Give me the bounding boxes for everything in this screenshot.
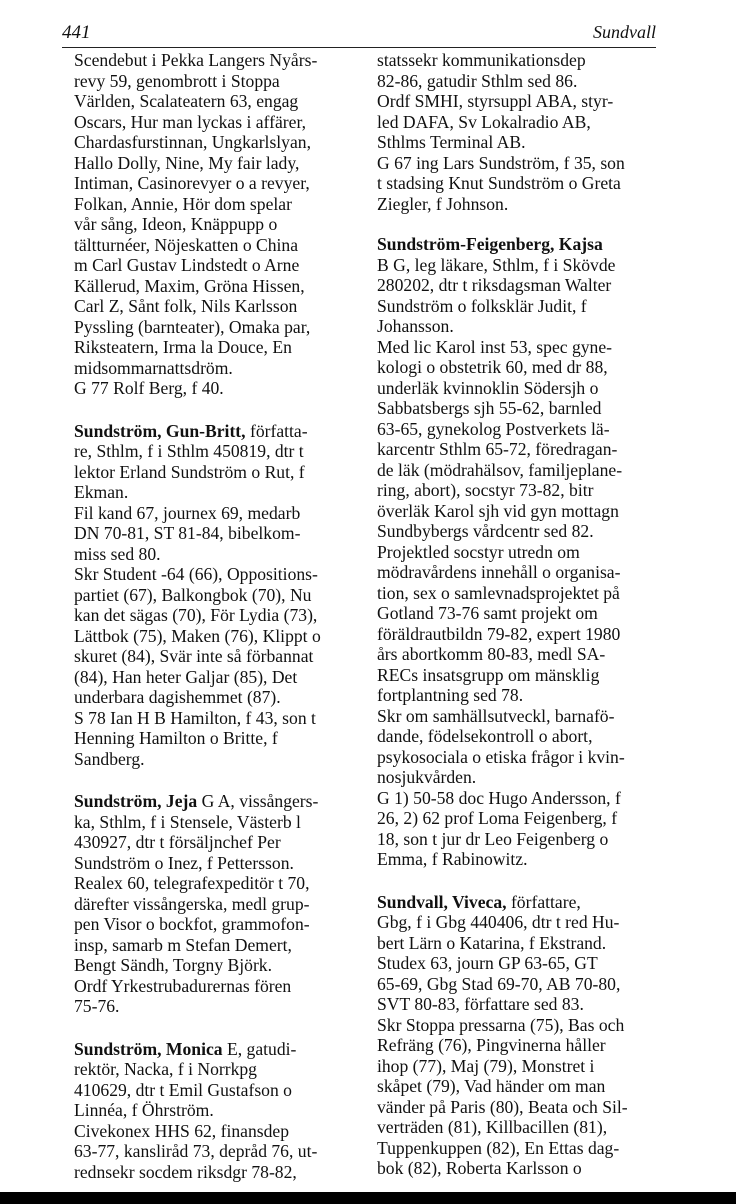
entry-viveca [377,892,667,1179]
text-line [377,892,667,913]
line-text: ring, abort), socstyr 73-82, bitr [377,480,594,500]
line-text: S 78 Ian H B Hamilton, f 43, son t [74,707,316,728]
line-text: 26, 2) 62 prof Loma Feigenberg, f [377,808,618,828]
entry-monica [74,1039,368,1183]
line-text: Sthlms Terminal AB. [377,132,526,152]
line-text: mödravårdens innehåll o organisa- [377,562,621,582]
text-line [74,378,368,399]
text-line [377,829,667,850]
text-line [74,1080,368,1101]
line-text: Gbg, f i Gbg 440406, dtr t red Hu- [377,912,620,932]
text-line [377,378,667,399]
line-text: pen Visor o bockfot, grammofon- [74,914,310,934]
text-line [74,544,368,565]
line-text: karcentr Sthlm 65-72, föredragan- [377,439,618,459]
text-line [74,91,368,112]
text-line [74,296,368,317]
text-line [377,153,667,174]
text-line [377,685,667,706]
text-line [377,1117,667,1138]
text-line [377,480,667,501]
text-line [74,214,368,235]
line-text: led DAFA, Sv Lokalradio AB, [377,111,591,132]
line-text: Pyssling (barnteater), Omaka par, [74,316,311,337]
text-line [377,1035,667,1056]
line-text: 18, son t jur dr Leo Feigenberg o [377,828,609,849]
text-line [377,234,667,255]
line-text: tion, sex o samlevnadsprojektet på [377,582,620,603]
text-line [74,667,368,688]
text-line [377,912,667,933]
entry-cont [74,50,368,399]
line-text: Skr Student -64 (66), Oppositions- [74,564,318,584]
text-line [74,1059,368,1080]
line-text: Projektled socstyr utredn om [377,541,580,562]
text-line [377,521,667,542]
text-line [377,316,667,337]
text-line [377,50,667,71]
line-text: Realex 60, telegrafexpeditör t 70, [74,873,310,893]
line-text: re, Sthlm, f i Sthlm 450819, dtr t [74,441,304,461]
line-text: bert Lärn o Katarina, f Ekstrand. [377,932,607,953]
text-line [377,1158,667,1179]
line-text: rednsekr socdem riksdgr 78-82, [74,1161,297,1182]
line-text: Civekonex HHS 62, finansdep [74,1120,290,1141]
entry-cont-monica [377,50,667,214]
entry-name: Sundström-Feigenberg, Kajsa [377,234,603,254]
line-text: Sundbybergs vårdcentr sed 82. [377,521,594,541]
line-text: 65-69, Gbg Stad 69-70, AB 70-80, [377,973,621,994]
line-text: 410629, dtr t Emil Gustafson o [74,1079,292,1100]
right-column [377,50,667,1201]
line-text: insp, samarb m Stefan Demert, [74,934,292,955]
line-text: dande, födelsekontroll o abort, [377,726,593,746]
line-text: författa- [245,420,308,441]
text-line [74,482,368,503]
line-text: Intiman, Casinorevyer o a revyer, [74,173,310,193]
line-text: ka, Sthlm, f i Stensele, Västerb l [74,811,301,832]
line-text: 63-77, kansliråd 73, depråd 76, ut- [74,1141,318,1161]
text-line [74,749,368,770]
text-line [74,894,368,915]
line-text: G A, vissångers- [197,791,319,811]
text-line [377,562,667,583]
line-text: underbara dagishemmet (87). [74,687,281,707]
line-text: Skr Stoppa pressarna (75), Bas och [377,1014,625,1035]
line-text: Ekman. [74,482,129,502]
entry-jeja [74,791,368,1017]
entry-name: Sundström, Jeja [74,791,198,811]
text-line [74,50,368,71]
text-line [377,337,667,358]
text-line [74,873,368,894]
text-line [74,626,368,647]
text-line [74,728,368,749]
line-text: Sabbatsbergs sjh 55-62, barnled [377,398,602,418]
text-line [377,583,667,604]
line-text: Refräng (76), Pingvinerna håller [377,1035,606,1055]
text-line [377,603,667,624]
text-line [377,419,667,440]
text-line [74,996,368,1017]
text-line [74,276,368,297]
line-text: t stadsing Knut Sundström o Greta [377,173,621,193]
line-text: Oscars, Hur man lyckas i affärer, [74,111,306,132]
line-text: SVT 80-83, författare sed 83. [377,994,584,1014]
text-line [74,853,368,874]
line-text: (84), Han heter Galjar (85), Det [74,666,298,687]
line-text: nosjukvården. [377,767,477,787]
text-line [74,112,368,133]
line-text: verträden (81), Killbacillen (81), [377,1117,608,1137]
text-line [377,1056,667,1077]
line-text: lektor Erland Sundström o Rut, f [74,461,305,482]
line-text: Studex 63, journ GP 63-65, GT [377,953,598,973]
line-text: statssekr kommunikationsdep [377,50,586,70]
line-text: Världen, Scalateatern 63, engag [74,91,299,111]
text-line [74,337,368,358]
text-line [377,624,667,645]
text-line [377,808,667,829]
line-text: Källerud, Maxim, Gröna Hissen, [74,275,305,296]
text-line [74,173,368,194]
line-text: 280202, dtr t riksdagsman Walter [377,275,612,295]
line-text: midsommarnattsdröm. [74,357,233,378]
line-text: överläk Karol sjh vid gyn mottagn [377,500,619,521]
text-line [377,953,667,974]
line-text: Skr om samhällsutveckl, barnafö- [377,705,615,726]
text-line [377,644,667,665]
entry-name: Sundström, Monica [74,1038,223,1059]
text-line [377,439,667,460]
text-line [377,194,667,215]
line-text: bok (82), Roberta Karlsson o [377,1158,582,1178]
line-text: miss sed 80. [74,543,161,564]
line-text: Riksteatern, Irma la Douce, En [74,337,292,357]
line-text: m Carl Gustav Lindstedt o Arne [74,255,300,275]
text-line [377,296,667,317]
text-line [377,849,667,870]
text-line [74,421,368,442]
text-line [377,726,667,747]
line-text: års abortkomm 80-83, medl SA- [377,644,606,664]
text-line [377,132,667,153]
line-text: vår sång, Ideon, Knäppupp o [74,214,278,234]
text-line [74,646,368,667]
text-line [74,153,368,174]
text-line [74,976,368,997]
line-text: skåpet (79), Vad händer om man [377,1076,606,1096]
line-text: Ziegler, f Johnson. [377,193,509,214]
line-text: Sundström o folksklär Judit, f [377,295,587,316]
line-text: partiet (67), Balkongbok (70), Nu [74,584,312,605]
page-header [62,18,656,44]
text-line [377,112,667,133]
line-text: Fil kand 67, journex 69, medarb [74,502,301,523]
text-line [377,1138,667,1159]
text-line [377,747,667,768]
text-line [74,564,368,585]
text-line [74,935,368,956]
scan-bottom-edge [0,1192,736,1204]
line-text: RECs insatsgrupp om mänsklig [377,664,600,685]
line-text: Chardasfurstinnan, Ungkarlslyan, [74,132,311,152]
left-column [74,50,368,1204]
line-text: 430927, dtr t försäljnchef Per [74,832,281,852]
line-text: 82-86, gatudir Sthlm sed 86. [377,70,578,91]
line-text: föräldrautbildn 79-82, expert 1980 [377,623,621,644]
line-text: Hallo Dolly, Nine, My fair lady, [74,152,300,173]
text-line [74,812,368,833]
line-text: revy 59, genombrott i Stoppa [74,70,280,91]
line-text: Scendebut i Pekka Langers Nyårs- [74,50,318,70]
line-text: B G, leg läkare, Sthlm, f i Skövde [377,254,616,275]
line-text: fortplantning sed 78. [377,685,524,705]
text-line [74,791,368,812]
line-text: Emma, f Rabinowitz. [377,849,528,869]
line-text: de läk (mödrahälsov, familjeplane- [377,459,623,480]
line-text: Med lic Karol inst 53, spec gyne- [377,336,613,357]
text-line [377,974,667,995]
line-text: tältturnéer, Nöjeskatten o China [74,234,299,255]
text-line [377,767,667,788]
line-text: Tuppenkuppen (82), En Ettas dag- [377,1137,620,1158]
text-line [74,255,368,276]
text-line [377,1015,667,1036]
line-text: DN 70-81, ST 81-84, bibelkom- [74,523,301,543]
line-text: författare, [506,891,581,912]
page-number: 441 [62,22,91,43]
line-text: G 77 Rolf Berg, f 40. [74,378,224,398]
text-line [377,357,667,378]
text-line [74,441,368,462]
text-line [377,173,667,194]
line-text: Henning Hamilton o Britte, f [74,728,278,748]
line-text: rektör, Nacka, f i Norrkpg [74,1059,257,1079]
text-line [377,706,667,727]
text-line [377,91,667,112]
line-text: vänder på Paris (80), Beata och Sil- [377,1096,628,1117]
line-text: Johansson. [377,316,454,336]
text-line [377,994,667,1015]
text-line [74,132,368,153]
line-text: kologi o obstetrik 60, med dr 88, [377,357,608,377]
line-text: G 67 ing Lars Sundström, f 35, son [377,152,625,173]
line-text: därefter vissångerska, medl grup- [74,893,310,914]
line-text: Gotland 73-76 samt projekt om [377,603,598,623]
entry-gun-britt [74,421,368,770]
text-line [377,788,667,809]
text-line [74,605,368,626]
line-text: Bengt Sändh, Torgny Björk. [74,955,273,975]
line-text: Lättbok (75), Maken (76), Klippt o [74,625,321,646]
text-line [74,523,368,544]
text-line [74,71,368,92]
text-line [377,275,667,296]
text-line [377,460,667,481]
text-line [74,1162,368,1183]
entry-kajsa [377,234,667,870]
text-line [377,933,667,954]
text-line [74,235,368,256]
line-text: Sandberg. [74,748,145,769]
entry-name: Sundström, Gun-Britt, [74,420,246,441]
text-line [74,585,368,606]
line-text: G 1) 50-58 doc Hugo Andersson, f [377,787,621,808]
line-text: Sundström o Inez, f Pettersson. [74,852,294,873]
header-rule [62,47,656,48]
line-text: E, gatudi- [222,1038,297,1059]
text-line [74,1100,368,1121]
text-line [74,503,368,524]
text-line [74,1039,368,1060]
line-text: Folkan, Annie, Hör dom spelar [74,193,292,214]
text-line [377,255,667,276]
line-text: skuret (84), Svär inte så förbannat [74,646,314,666]
line-text: ihop (77), Maj (79), Monstret i [377,1055,595,1076]
line-text: 75-76. [74,996,120,1016]
line-text: underläk kvinnoklin Södersjh o [377,377,599,398]
text-line [74,708,368,729]
entry-name: Sundvall, Viveca, [377,891,507,912]
line-text: Ordf SMHI, styrsuppl ABA, styr- [377,91,614,111]
line-text: Carl Z, Sånt folk, Nils Karlsson [74,296,298,316]
line-text: psykosociala o etiska frågor i kvin- [377,746,625,767]
text-line [74,194,368,215]
text-line [74,358,368,379]
line-text: 63-65, gynekolog Postverkets lä- [377,418,610,439]
text-line [74,317,368,338]
text-line [377,501,667,522]
line-text: Ordf Yrkestrubadurernas fören [74,975,292,996]
line-text: kan det sägas (70), För Lydia (73), [74,605,318,625]
text-line [377,1097,667,1118]
line-text: Linnéa, f Öhrström. [74,1100,214,1120]
text-line [74,914,368,935]
text-line [74,1141,368,1162]
text-line [74,1121,368,1142]
text-line [74,955,368,976]
text-line [377,665,667,686]
text-line [377,1076,667,1097]
text-line [377,542,667,563]
text-line [377,71,667,92]
text-line [74,462,368,483]
running-head: Sundvall [593,22,656,42]
text-line [74,832,368,853]
text-line [74,687,368,708]
text-line [377,398,667,419]
